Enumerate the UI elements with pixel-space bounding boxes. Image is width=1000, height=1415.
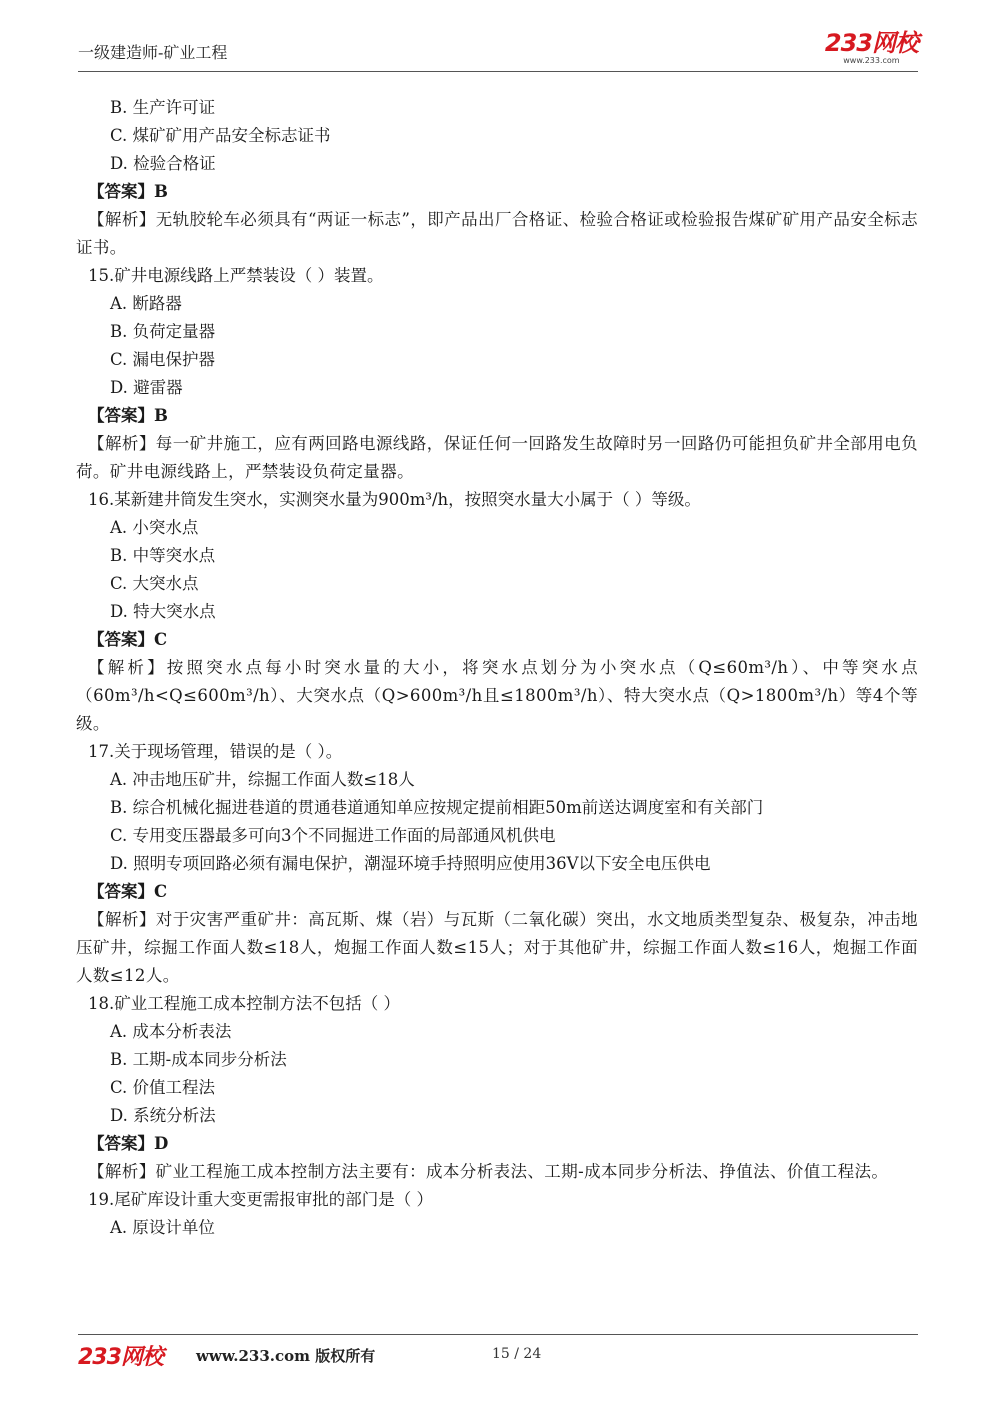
option-b: B. 中等突水点: [110, 546, 216, 565]
option-d: D. 特大突水点: [110, 602, 216, 621]
option-c: C. 价值工程法: [110, 1078, 216, 1097]
option-c: C. 煤矿矿用产品安全标志证书: [110, 126, 331, 145]
question-15: 15.矿井电源线路上严禁装设（ ）装置。: [88, 266, 384, 285]
page-number: 15 / 24: [492, 1346, 542, 1362]
brand-logo: [825, 30, 918, 65]
option-d: D. 系统分析法: [110, 1106, 216, 1125]
page-footer: [78, 1340, 918, 1370]
option-b: B. 综合机械化掘进巷道的贯通巷道通知单应按规定提前相距50m前送达调度室和有关部门: [110, 798, 764, 817]
option-b: B. 工期-成本同步分析法: [110, 1050, 287, 1069]
question-16: 16.某新建井筒发生突水，实测突水量为900m³/h，按照突水量大小属于（ ）等级。: [88, 490, 701, 509]
option-d: D. 避雷器: [110, 378, 183, 397]
answer: 【答案】B: [88, 182, 168, 201]
answer: 【答案】D: [88, 1134, 169, 1153]
document-body: [76, 94, 918, 1242]
answer: 【答案】B: [88, 406, 168, 425]
option-a: A. 原设计单位: [110, 1218, 215, 1237]
question-18: 18.矿业工程施工成本控制方法不包括（ ）: [88, 994, 400, 1013]
explanation: 【解析】每一矿井施工，应有两回路电源线路，保证任何一回路发生故障时另一回路仍可能担负矿井全部用电负荷。矿井电源线路上，严禁装设负荷定量器。: [76, 434, 918, 481]
option-d: D. 检验合格证: [110, 154, 216, 173]
option-a: A. 小突水点: [110, 518, 199, 537]
option-a: A. 断路器: [110, 294, 182, 313]
option-b: B. 生产许可证: [110, 98, 216, 117]
explanation: 【解析】按照突水点每小时突水量的大小，将突水点划分为小突水点（Q≤60m³/h）、中等突水点（60m³/h<Q≤600m³/h）、大突水点（Q>600m³/h且≤1800m³/h）、特大突水点（Q>1800m³/h）等4个等级。: [76, 658, 918, 733]
footer-divider: [78, 1334, 918, 1335]
option-c: C. 大突水点: [110, 574, 199, 593]
logo-url: www.233.com: [843, 56, 900, 65]
question-19: 19.尾矿库设计重大变更需报审批的部门是（ ）: [88, 1190, 433, 1209]
explanation: 【解析】矿业工程施工成本控制方法主要有：成本分析表法、工期-成本同步分析法、挣值法、价值工程法。: [88, 1162, 889, 1181]
option-c: C. 漏电保护器: [110, 350, 216, 369]
option-b: B. 负荷定量器: [110, 322, 216, 341]
explanation: 【解析】无轨胶轮车必须具有“两证一标志”，即产品出厂合格证、检验合格证或检验报告煤矿矿用产品安全标志证书。: [76, 210, 918, 257]
option-a: A. 成本分析表法: [110, 1022, 232, 1041]
option-d: D. 照明专项回路必须有漏电保护，潮湿环境手持照明应使用36V以下安全电压供电: [110, 854, 711, 873]
footer-copyright: www.233.com 版权所有: [196, 1347, 376, 1365]
header-title: 一级建造师-矿业工程: [78, 43, 228, 62]
header-divider: [78, 71, 918, 72]
option-a: A. 冲击地压矿井，综掘工作面人数≤18人: [110, 770, 415, 789]
answer: 【答案】C: [88, 882, 168, 901]
page-header: [78, 29, 918, 74]
answer: 【答案】C: [88, 630, 168, 649]
footer-logo: 233网校: [78, 1345, 163, 1370]
option-c: C. 专用变压器最多可向3个不同掘进工作面的局部通风机供电: [110, 826, 556, 845]
explanation: 【解析】对于灾害严重矿井：高瓦斯、煤（岩）与瓦斯（二氧化碳）突出，水文地质类型复杂、极复杂，冲击地压矿井，综掘工作面人数≤18人，炮掘工作面人数≤15人；对于其他矿井，综掘工作面人数≤16人，炮掘工作面人数≤12人。: [76, 910, 918, 985]
logo-text: 233网校: [824, 29, 918, 57]
question-17: 17.关于现场管理，错误的是（ ）。: [88, 742, 343, 761]
